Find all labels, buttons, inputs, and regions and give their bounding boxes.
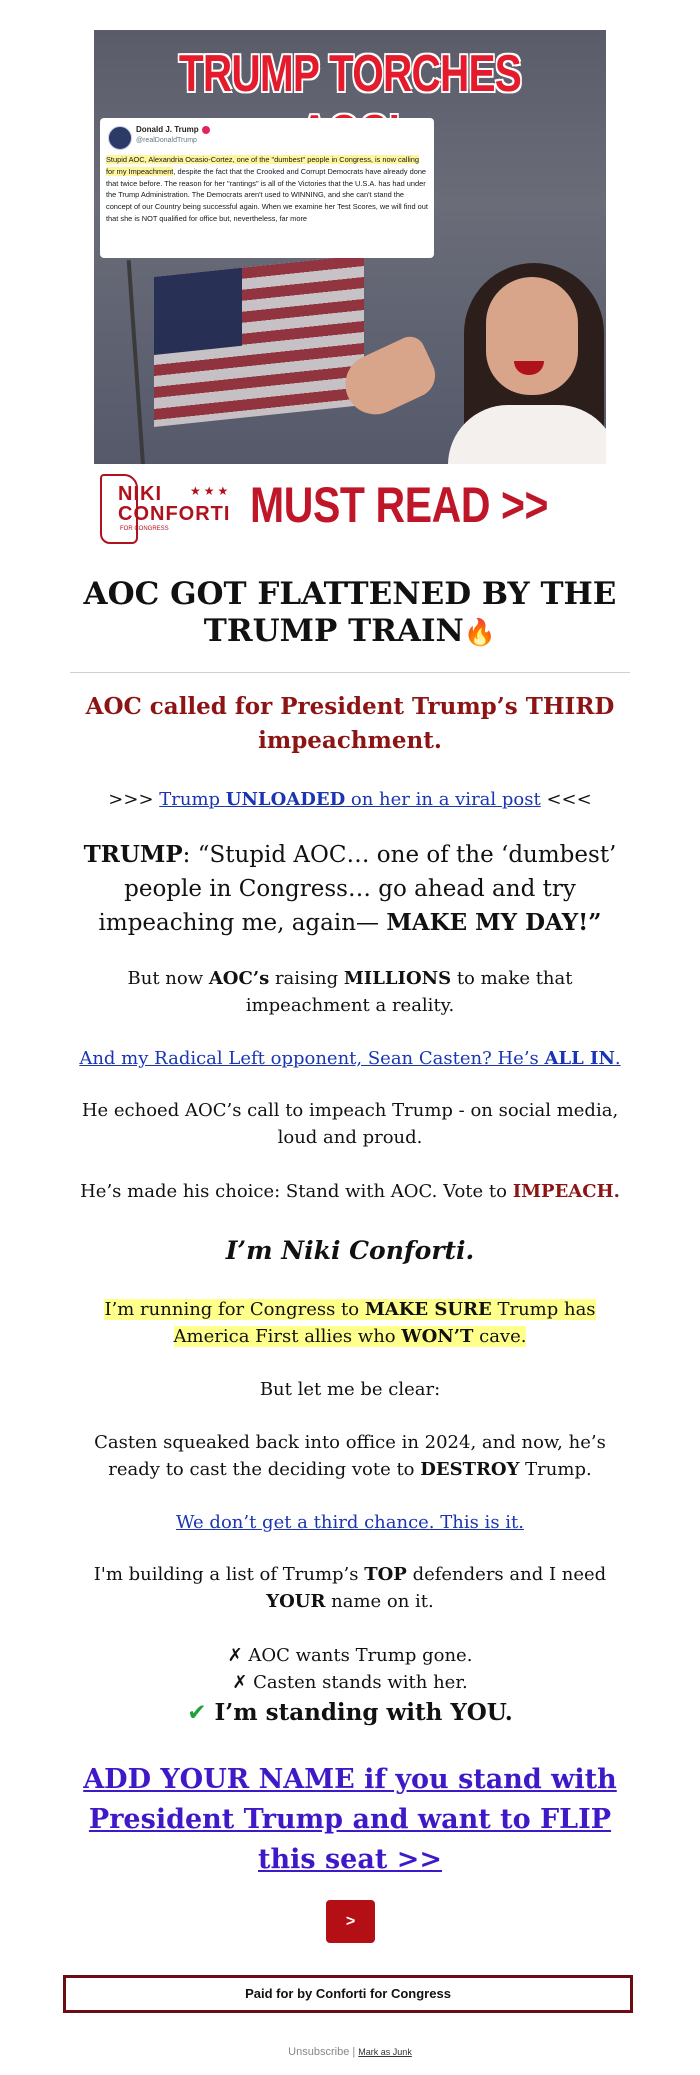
logo-subtitle: FOR CONGRESS	[120, 526, 169, 532]
verified-icon	[202, 126, 210, 134]
paragraph-list	[70, 1561, 630, 1615]
logo-line-2: CONFORTI	[118, 503, 231, 525]
list-item-3: I’m standing with YOU.	[206, 1699, 513, 1726]
highlighted-text	[104, 1299, 595, 1347]
viral-post-link[interactable]	[159, 789, 540, 810]
aoc-photo	[448, 235, 606, 464]
face-shape	[486, 277, 578, 395]
footer-separator: |	[349, 2046, 359, 2058]
paragraph-third-chance	[70, 1509, 630, 1536]
viral-link-part-a: Trump	[159, 789, 226, 810]
viral-prefix: >>>	[108, 789, 160, 810]
x-mark-icon: ✗	[232, 1672, 248, 1693]
p5-e: cave.	[473, 1326, 527, 1347]
tweet-author	[136, 125, 210, 134]
avatar	[108, 126, 132, 150]
p9-a: I'm building a list of Trump’s	[93, 1564, 365, 1585]
p1-e: to make that impeachment a reality.	[245, 968, 573, 1016]
p7-a: Casten squeaked back into office in 2024, and now, he’s ready to cast the deciding vote to	[94, 1432, 606, 1480]
p5-b: MAKE SURE	[364, 1299, 492, 1320]
viral-suffix: <<<	[540, 789, 592, 810]
list-item	[70, 1697, 630, 1729]
flag-pole	[127, 260, 146, 464]
quote-speaker: TRUMP	[83, 841, 183, 868]
p5-d: WON’T	[401, 1326, 474, 1347]
paid-for-disclaimer: Paid for by Conforti for Congress	[63, 1975, 633, 2013]
x-mark-icon: ✗	[227, 1645, 243, 1666]
list-item	[70, 1669, 630, 1696]
fire-icon: 🔥	[463, 618, 497, 648]
list-item	[70, 1642, 630, 1669]
p7-b: DESTROY	[420, 1459, 520, 1480]
p1-a: But now	[127, 968, 209, 989]
paragraph-running	[70, 1296, 630, 1350]
must-read-banner[interactable]	[94, 470, 606, 546]
paragraph-choice	[70, 1178, 630, 1205]
logo-line-1: NIKI	[118, 483, 162, 505]
impeach-word: IMPEACH.	[512, 1181, 620, 1202]
p9-e: name on it.	[325, 1591, 434, 1612]
paragraph-echoed: He echoed AOC’s call to impeach Trump - on social media, loud and proud.	[81, 1100, 619, 1148]
quote-text: : “Stupid AOC… one of the ‘dumbest’ people in Congress… go ahead and try impeaching me, again—	[98, 842, 617, 936]
paragraph-squeaked	[70, 1429, 630, 1483]
p2-c: .	[614, 1048, 621, 1069]
p9-d: YOUR	[266, 1591, 326, 1612]
tweet-rest: , despite the fact that the Crooked and Corrupt Democrats have already done that twice before. The reason for her "rantings" is all of the Victories that the U.S.A. has had under the Trump Administration. The Democrats aren't used to WINNING, and she can't stand the concept of our Country being successful again. When we examine her Test Scores, we will find out that she is NOT qualified for office but, nevertheless, far more	[106, 166, 428, 223]
hero-image[interactable]	[94, 30, 606, 464]
email-footer	[0, 2046, 700, 2058]
p9-b: TOP	[364, 1564, 407, 1585]
paragraph-millions	[70, 965, 630, 1019]
p1-b: AOC’s	[208, 968, 270, 989]
p9-c: defenders and I need	[406, 1564, 607, 1585]
third-chance-link[interactable]: We don’t get a third chance. This is it.	[176, 1512, 524, 1533]
p4-a: He’s made his choice: Stand with AOC. Vote to	[80, 1181, 513, 1202]
p5-a: I’m running for Congress to	[104, 1299, 365, 1320]
divider	[70, 672, 630, 673]
viral-link-part-b: UNLOADED	[225, 789, 346, 810]
list-item-1: AOC wants Trump gone.	[242, 1645, 473, 1666]
check-mark-icon: ✔	[187, 1700, 207, 1726]
list-item-2: Casten stands with her.	[247, 1672, 468, 1693]
page-title	[70, 576, 630, 652]
p7-c: Trump.	[519, 1459, 592, 1480]
tweet-author-name: Donald J. Trump	[136, 125, 199, 134]
paragraph-casten	[70, 1045, 630, 1072]
casten-link[interactable]	[79, 1048, 620, 1069]
p1-c: raising	[269, 968, 344, 989]
intro-heading: I’m Niki Conforti.	[225, 1236, 475, 1265]
paragraph-clear: But let me be clear:	[259, 1379, 441, 1400]
tweet-handle: @realDonaldTrump	[136, 137, 197, 144]
quote-punchline: MAKE MY DAY!”	[386, 909, 602, 936]
headline-text: AOC GOT FLATTENED BY THE TRUMP TRAIN	[83, 576, 617, 649]
must-read-label: MUST READ >>	[250, 477, 549, 533]
american-flag-graphic	[154, 255, 364, 427]
flag-canton	[154, 268, 242, 355]
tweet-card	[100, 118, 434, 258]
hero-title: TRUMP TORCHES	[178, 45, 522, 103]
p1-d: MILLIONS	[343, 968, 452, 989]
viral-link-part-c: on her in a viral post	[345, 789, 541, 810]
tweet-highlight: Stupid AOC, Alexandria Ocasio-Cortez, one of the "dumbest" people in Congress, is now calling for my Impeachment	[106, 155, 419, 176]
subheadline: AOC called for President Trump’s THIRD impeachment.	[85, 693, 615, 754]
p5-c: Trump has America First allies who	[173, 1299, 596, 1347]
p2-b: ALL IN	[544, 1048, 615, 1069]
submit-button[interactable]: >	[326, 1900, 375, 1943]
star-icons: ★★★	[190, 484, 232, 498]
mark-as-junk-link[interactable]: Mark as Junk	[358, 2047, 412, 2057]
viral-post-line	[70, 786, 630, 813]
add-name-cta-link[interactable]: ADD YOUR NAME if you stand with President Trump and want to FLIP this seat >>	[83, 1764, 617, 1875]
tweet-text	[106, 154, 428, 225]
unsubscribe-link[interactable]: Unsubscribe	[288, 2046, 350, 2058]
p2-a: And my Radical Left opponent, Sean Casten? He’s	[79, 1048, 545, 1069]
trump-quote	[70, 838, 630, 940]
